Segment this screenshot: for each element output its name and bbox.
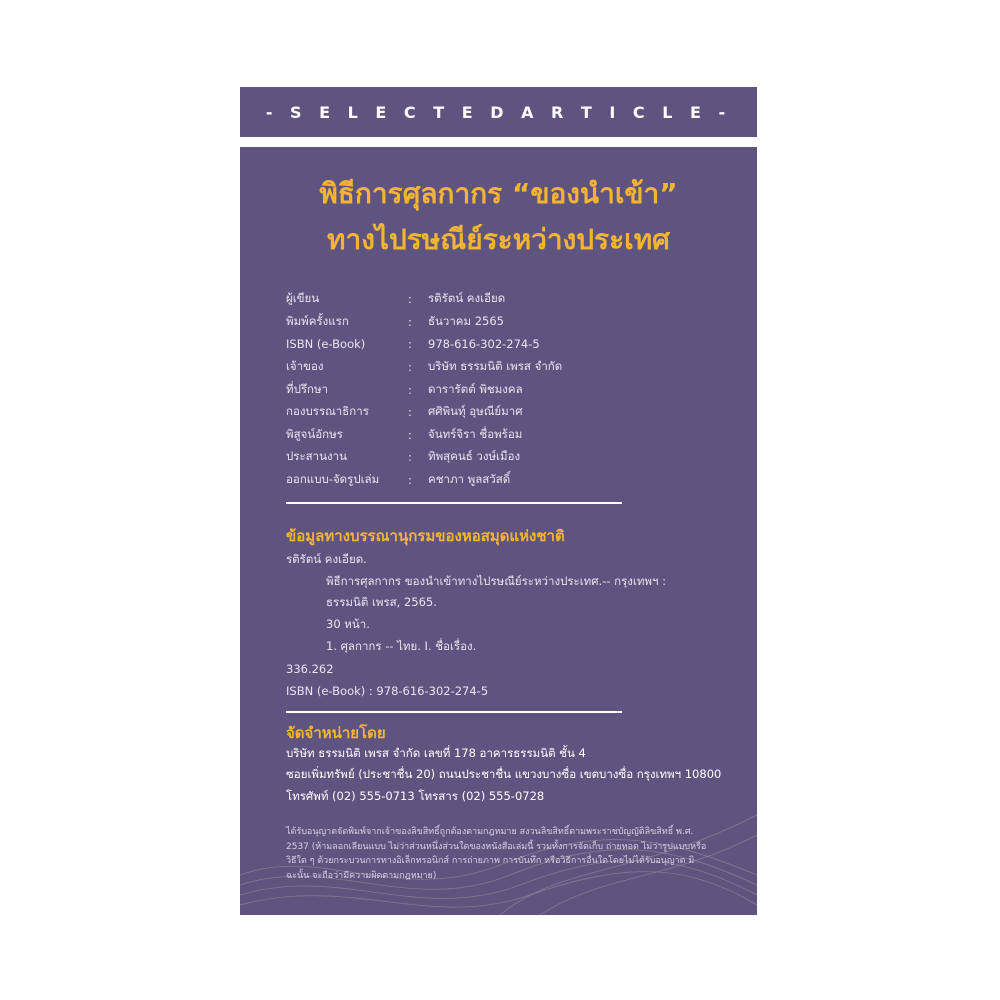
credit-row — [286, 401, 726, 424]
credit-value: คชาภา พูลสวัสดิ์ — [428, 472, 511, 487]
credit-label: พิมพ์ครั้งแรก — [286, 313, 349, 328]
catalog-title-line: พิธีการศุลกากร ของนำเข้าทางไปรษณีย์ระหว่างประเทศ.-- กรุงเทพฯ : — [326, 573, 666, 588]
credit-label: ออกแบบ-จัดรูปเล่ม — [286, 472, 380, 487]
divider — [286, 502, 622, 504]
credit-row — [286, 378, 726, 401]
title-line-2: ทางไปรษณีย์ระหว่างประเทศ — [327, 223, 670, 256]
page-title — [240, 171, 757, 263]
credit-colon: : — [408, 360, 412, 375]
catalog-pages-line: 30 หน้า. — [326, 617, 370, 632]
distribution-block — [286, 743, 726, 808]
distribution-line: โทรศัพท์ (02) 555-0713 โทรสาร (02) 555-0728 — [286, 788, 545, 803]
credit-colon: : — [408, 292, 412, 307]
credit-label: ที่ปรึกษา — [286, 381, 329, 396]
credit-value: จันทร์จิรา ชื่อพร้อม — [428, 426, 523, 441]
catalog-record — [286, 549, 726, 702]
selected-article-banner — [240, 87, 757, 137]
divider — [286, 711, 622, 713]
credit-value: ธันวาคม 2565 — [428, 313, 504, 328]
credit-row — [286, 311, 726, 334]
catalog-isbn: ISBN (e-Book) : 978-616-302-274-5 — [286, 683, 489, 698]
credit-value: ดารารัตต์ พิชมงคล — [428, 381, 523, 396]
credit-colon: : — [408, 405, 412, 420]
credit-value: ศศิพินทุ์ อุษณีย์มาศ — [428, 404, 523, 419]
credit-label: ประสานงาน — [286, 449, 347, 464]
credit-label: เจ้าของ — [286, 359, 324, 374]
credit-row — [286, 424, 726, 447]
credit-row — [286, 446, 726, 469]
credit-colon: : — [408, 473, 412, 488]
legal-notice: ได้รับอนุญาตจัดพิมพ์จากเจ้าของลิขสิทธิ์ถูกต้องตามกฎหมาย สงวนลิขสิทธิ์ตามพระราชบัญญัติลิขสิทธิ์ พ.ศ. 2537 (ห้ามลอกเลียนแบบ ไม่ว่าส่วนหนึ่งส่วนใดของหนังสือเล่มนี้ รวมทั้งการจัดเก็บ ถ่ายทอด ไม่ว่ารูปแบบหรือวิธีใด ๆ ด้วยกระบวนการทางอิเล็กทรอนิกส์ การถ่ายภาพ การบันทึก หรือวิธีการอื่นใดโดยไม่ได้รับอนุญาต มิฉะนั้น จะถือว่ามีความผิดตามกฎหมาย) — [286, 827, 707, 881]
credit-row — [286, 288, 726, 311]
catalog-subject-line: 1. ศุลกากร -- ไทย. I. ชื่อเรื่อง. — [326, 639, 477, 654]
credit-value: 978-616-302-274-5 — [428, 337, 540, 352]
catalog-author: รติรัตน์ คงเอียด. — [286, 551, 367, 566]
credit-label: ISBN (e-Book) — [286, 337, 366, 352]
catalog-classification: 336.262 — [286, 661, 334, 676]
credits-list — [286, 288, 726, 491]
distribution-heading: จัดจำหน่ายโดย — [286, 724, 386, 742]
credit-row — [286, 333, 726, 356]
banner-label: - S E L E C T E D A R T I C L E - — [265, 102, 732, 122]
credit-label: ผู้เขียน — [286, 291, 320, 306]
credit-colon: : — [408, 427, 412, 442]
credit-colon: : — [408, 337, 412, 352]
article-panel — [240, 147, 757, 915]
catalog-publisher-line: ธรรมนิติ เพรส, 2565. — [326, 595, 437, 610]
title-line-1: พิธีการศุลกากร “ของนำเข้า” — [319, 177, 678, 210]
distribution-line: ซอยเพิ่มทรัพย์ (ประชาชื่น 20) ถนนประชาชื่น แขวงบางซื่อ เขตบางซื่อ กรุงเทพฯ 10800 — [286, 767, 722, 782]
credit-row — [286, 469, 726, 492]
credit-colon: : — [408, 382, 412, 397]
catalog-heading: ข้อมูลทางบรรณานุกรมของหอสมุดแห่งชาติ — [286, 527, 565, 545]
credit-value: บริษัท ธรรมนิติ เพรส จำกัด — [428, 359, 563, 374]
credit-value: ทิพสุคนธ์ วงษ์เมือง — [428, 449, 521, 464]
credit-label: พิสูจน์อักษร — [286, 426, 343, 441]
credit-label: กองบรรณาธิการ — [286, 404, 369, 419]
distribution-line: บริษัท ธรรมนิติ เพรส จำกัด เลขที่ 178 อาคารธรรมนิติ ชั้น 4 — [286, 745, 586, 760]
credit-colon: : — [408, 314, 412, 329]
credit-value: รติรัตน์ คงเอียด — [428, 291, 506, 306]
credit-colon: : — [408, 450, 412, 465]
credit-row — [286, 356, 726, 379]
